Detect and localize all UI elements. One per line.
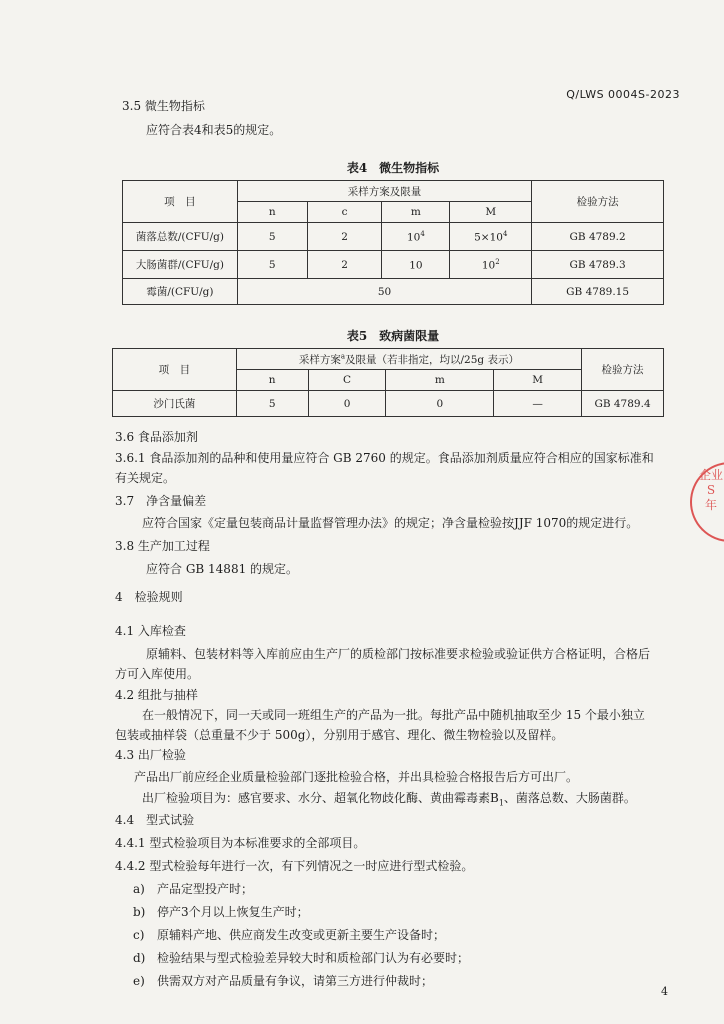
line2-part-b: 、菌落总数、大肠菌群。 <box>503 791 636 805</box>
list-item <box>133 880 253 898</box>
table-5-sub-c: C <box>308 370 386 391</box>
value-exponent: 4 <box>420 229 425 238</box>
list-label: d) <box>133 951 146 965</box>
value-exponent: 2 <box>495 257 500 266</box>
table-cell-item: 菌落总数/(CFU/g) <box>123 223 238 251</box>
footnote-mark: a <box>340 352 346 360</box>
value-base: 10 <box>409 259 423 272</box>
list-label: e) <box>133 974 145 988</box>
section-4-3-line1: 产品出厂前应经企业质量检验部门逐批检验合格，并出具检验合格报告后方可出厂。 <box>134 770 579 784</box>
table-4-sub-m: m <box>382 202 450 223</box>
section-4-3-title: 4.3 出厂检验 <box>115 748 186 762</box>
section-4-2-line2: 包装或抽样袋（总重量不少于 500g），分别用于感官、理化、微生物检验以及留样。 <box>115 728 564 742</box>
stamp-line: 年 <box>704 498 717 512</box>
section-3-8-text: 应符合 GB 14881 的规定。 <box>146 562 299 576</box>
section-3-6-1-line1: 3.6.1 食品添加剂的品种和使用量应符合 GB 2760 的规定。食品添加剂质量应符合相应的国家标准和 <box>115 451 654 465</box>
section-4-4-2: 4.4.2 型式检验每年进行一次，有下列情况之一时应进行型式检验。 <box>115 859 474 873</box>
table-cell-method: GB 4789.4 <box>582 391 664 417</box>
table-cell-m <box>382 223 450 251</box>
subscript: 1 <box>498 798 504 808</box>
section-3-7-title: 3.7 净含量偏差 <box>115 494 207 508</box>
value-base: 5×10 <box>474 231 503 244</box>
page-number: 4 <box>661 985 668 998</box>
table-4-header-item: 项 目 <box>123 181 238 223</box>
section-3-6-title: 3.6 食品添加剂 <box>115 430 198 444</box>
table-4-header-method: 检验方法 <box>532 181 664 223</box>
table-cell-c: 0 <box>308 391 386 417</box>
table-cell-item: 沙门氏菌 <box>113 391 237 417</box>
table-cell-n: 5 <box>236 391 308 417</box>
value-base: 10 <box>406 231 421 244</box>
section-4-2-title: 4.2 组批与抽样 <box>115 688 198 702</box>
table-cell-m: 0 <box>386 391 494 417</box>
table-5-sub-n: n <box>236 370 308 391</box>
list-text: 检验结果与型式检验差异较大时和质检部门认为有必要时； <box>157 951 470 965</box>
table-cell-M: — <box>494 391 582 417</box>
table-4-sub-n: n <box>237 202 307 223</box>
value-exponent: 4 <box>502 229 508 238</box>
table-5-sub-m: m <box>386 370 494 391</box>
table-row <box>123 279 664 305</box>
table-5-header-item: 项 目 <box>113 349 237 391</box>
section-3-6-1-line2: 有关规定。 <box>115 471 176 485</box>
table-4 <box>122 180 664 305</box>
list-text: 原辅料产地、供应商发生改变或更新主要生产设备时； <box>157 928 446 942</box>
table-5-caption: 表5 致病菌限量 <box>346 329 440 343</box>
list-label: b) <box>133 905 146 919</box>
plan-label-rest: 及限量（若非指定，均以/25g 表示） <box>345 353 519 366</box>
list-label: c) <box>133 928 145 942</box>
table-row <box>113 391 664 417</box>
table-cell-item: 霉菌/(CFU/g) <box>123 279 238 305</box>
list-item <box>133 903 309 921</box>
section-4-1-title: 4.1 入库检查 <box>115 624 186 638</box>
table-cell-M <box>450 251 532 279</box>
table-cell-c: 2 <box>307 223 382 251</box>
section-4-1-line1: 原辅料、包装材料等入库前应由生产厂的质检部门按标准要求检验或验证供方合格证明，合格后 <box>146 647 651 661</box>
table-cell-method: GB 4789.2 <box>532 223 664 251</box>
stamp-line: 企业 <box>698 468 723 482</box>
list-text: 产品定型投产时； <box>157 882 254 896</box>
section-4-3-line2 <box>142 789 636 812</box>
list-item <box>133 972 433 990</box>
section-3-5-text: 应符合表4和表5的规定。 <box>146 123 282 137</box>
section-3-8-title: 3.8 生产加工过程 <box>115 539 210 553</box>
table-cell-item: 大肠菌群/(CFU/g) <box>123 251 238 279</box>
table-4-sub-M: M <box>450 202 532 223</box>
table-4-caption: 表4 微生物指标 <box>346 161 440 175</box>
list-item <box>133 926 445 944</box>
value-base: 10 <box>481 259 496 272</box>
table-5-header-plan <box>236 349 581 370</box>
table-cell-m <box>382 251 450 279</box>
table-row <box>123 223 664 251</box>
table-5-sub-M: M <box>494 370 582 391</box>
table-row <box>123 251 664 279</box>
list-text: 停产3个月以上恢复生产时； <box>157 905 309 919</box>
section-4-title: 4 检验规则 <box>115 590 183 604</box>
plan-label: 采样方案 <box>298 353 341 366</box>
red-seal-stamp <box>690 462 724 542</box>
table-4-sub-c: c <box>307 202 382 223</box>
section-3-7-text: 应符合国家《定量包装商品计量监督管理办法》的规定；净含量检验按JJF 1070的规定进行。 <box>142 516 639 530</box>
table-4-header-plan: 采样方案及限量 <box>237 181 531 202</box>
table-cell-limit: 50 <box>237 279 531 305</box>
table-cell-M <box>450 223 532 251</box>
table-cell-method: GB 4789.3 <box>532 251 664 279</box>
table-cell-c: 2 <box>307 251 382 279</box>
list-label: a) <box>133 882 145 896</box>
section-4-2-line1: 在一般情况下，同一天或同一班组生产的产品为一批。每批产品中随机抽取至少 15 个最小独立 <box>142 708 645 722</box>
section-4-4-1: 4.4.1 型式检验项目为本标准要求的全部项目。 <box>115 836 366 850</box>
list-text: 供需双方对产品质量有争议，请第三方进行仲裁时； <box>157 974 434 988</box>
table-cell-method: GB 4789.15 <box>532 279 664 305</box>
list-item <box>133 949 469 967</box>
table-cell-n: 5 <box>237 223 307 251</box>
stamp-line: S <box>706 483 716 497</box>
table-cell-n: 5 <box>237 251 307 279</box>
table-5 <box>112 348 664 417</box>
line2-part-a: 出厂检验项目为：感官要求、水分、超氧化物歧化酶、黄曲霉毒素B <box>142 791 499 805</box>
table-5-header-method: 检验方法 <box>582 349 664 391</box>
section-4-4-title: 4.4 型式试验 <box>115 813 195 827</box>
document-code: Q/LWS 0004S-2023 <box>566 88 680 101</box>
section-4-1-line2: 方可入库使用。 <box>115 667 200 681</box>
section-3-5-title: 3.5 微生物指标 <box>122 99 205 113</box>
